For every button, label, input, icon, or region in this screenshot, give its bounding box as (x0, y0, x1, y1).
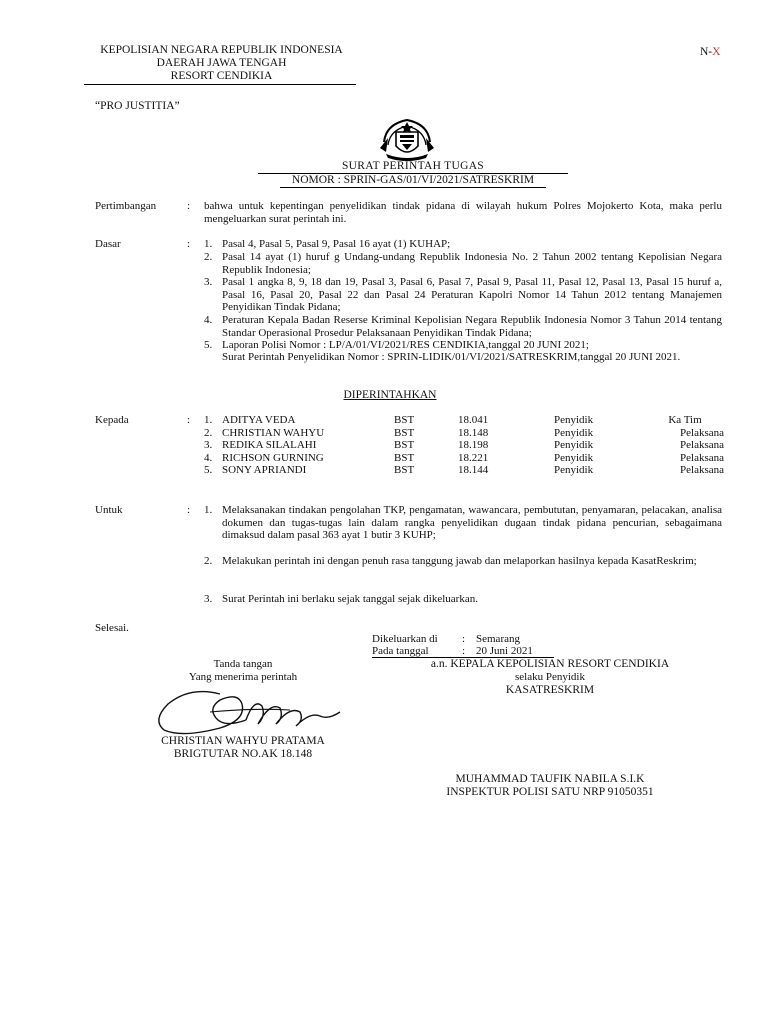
personnel-number: 5. (204, 464, 213, 476)
dasar-item-number: 3. (204, 276, 213, 288)
pertimbangan-label: Pertimbangan (95, 200, 157, 212)
personnel-rank: BST (394, 439, 415, 451)
table-row (204, 464, 724, 477)
personnel-number: 1. (204, 414, 213, 426)
personnel-role: Penyidik (554, 426, 594, 439)
issuer-an: a.n. KEPALA KEPOLISIAN RESORT CENDIKIA (430, 658, 670, 670)
untuk-item-number: 1. (204, 504, 213, 516)
table-row (204, 439, 724, 452)
personnel-role: Penyidik (554, 451, 594, 464)
pertimbangan-colon: : (187, 200, 191, 212)
dasar-item-text: Pasal 4, Pasal 5, Pasal 9, Pasal 16 ayat (1) KUHAP; (222, 238, 451, 250)
issuer-office: KASATRESKRIM (505, 684, 595, 696)
document-code-suffix: X (712, 46, 721, 58)
personnel-rank: BST (394, 464, 415, 476)
dasar-item-number: 4. (204, 314, 213, 326)
number-underline (280, 187, 546, 188)
dasar-item-text-2: Surat Perintah Penyelidikan Nomor : SPRIN-LIDIK/01/VI/2021/SATRESKRIM,tanggal 20 JUNI 2021. (222, 351, 681, 363)
issuer-capacity: selaku Penyidik (515, 671, 585, 683)
untuk-label: Untuk (95, 504, 123, 516)
letterhead-line-3: RESORT CENDIKIA (170, 70, 273, 82)
personnel-name: REDIKA SILALAHI (222, 439, 317, 451)
pro-justitia: “PRO JUSTITIA” (95, 100, 180, 112)
letterhead-line-1: KEPOLISIAN NEGARA REPUBLIK INDONESIA (100, 44, 343, 56)
recipient-rank: BRIGTUTAR NO.AK 18.148 (173, 748, 313, 760)
document-code (700, 46, 720, 59)
document-code-prefix: N- (700, 46, 713, 58)
official-rank: INSPEKTUR POLISI SATU NRP 91050351 (446, 786, 654, 798)
untuk-colon: : (187, 504, 191, 516)
dasar-item-number: 5. (204, 339, 213, 351)
issued-place-colon: : (462, 633, 466, 645)
recipient-signature-caption: Yang menerima perintah (188, 671, 298, 683)
dasar-item-number: 2. (204, 251, 213, 263)
official-name: MUHAMMAD TAUFIK NABILA S.I.K (455, 773, 645, 785)
dasar-label: Dasar (95, 238, 121, 250)
untuk-item-text: Melakukan perintah ini dengan penuh rasa tanggung jawab dan melaporkan hasilnya kepada KasatReskrim; (222, 555, 697, 567)
kepada-label: Kepada (95, 414, 129, 426)
letterhead-divider (84, 84, 356, 85)
personnel-position: Pelaksana (680, 439, 724, 451)
diperintahkan-heading: DIPERINTAHKAN (343, 389, 437, 401)
issued-place: Semarang (476, 633, 520, 645)
dasar-item-text: Laporan Polisi Nomor : LP/A/01/VI/2021/RES CENDIKIA,tanggal 20 JUNI 2021; (222, 339, 589, 351)
dasar-colon: : (187, 238, 191, 250)
personnel-position: Pelaksana (680, 451, 724, 464)
personnel-number: 3. (204, 439, 213, 451)
personnel-name: ADITYA VEDA (222, 414, 296, 426)
selesai-text: Selesai. (95, 622, 129, 634)
recipient-signature-label: Tanda tangan (213, 658, 273, 670)
personnel-role: Penyidik (554, 414, 594, 426)
letterhead-line-2: DAERAH JAWA TENGAH (156, 57, 287, 69)
personnel-role: Penyidik (554, 464, 594, 476)
dasar-item-text: Peraturan Kepala Badan Reserse Kriminal Kepolisian Negara Republik Indonesia Nomor 3 Tahun 2014 tentang Standar Operasional Prosedur Pelaksanaan Penyidikan Tindak Pidana; (222, 314, 722, 339)
issued-date: 20 Juni 2021 (476, 645, 533, 657)
personnel-name: SONY APRIANDI (222, 464, 307, 476)
personnel-rank: BST (394, 414, 415, 426)
personnel-rank: BST (394, 451, 415, 464)
dasar-item-text: Pasal 14 ayat (1) huruf g Undang-undang Republik Indonesia No. 2 Tahun 2002 tentang Kepolisian Negara Republik Indonesia; (222, 251, 722, 276)
recipient-name: CHRISTIAN WAHYU PRATAMA (161, 735, 325, 747)
handwritten-signature (150, 682, 350, 740)
personnel-nrp: 18.041 (458, 414, 489, 426)
police-emblem-icon (376, 112, 438, 162)
untuk-item-number: 2. (204, 555, 213, 567)
issued-date-colon: : (462, 645, 466, 657)
untuk-item-number: 3. (204, 593, 213, 605)
issued-place-label: Dikeluarkan di (372, 633, 438, 645)
personnel-nrp: 18.144 (458, 464, 489, 476)
personnel-name: CHRISTIAN WAHYU (222, 426, 325, 439)
personnel-position: Ka Tim (668, 414, 702, 426)
letterhead (84, 44, 359, 83)
pertimbangan-text: bahwa untuk kepentingan penyelidikan tindak pidana di wilayah hukum Polres Mojokerto Kota, maka perlu mengeluarkan surat perintah ini. (204, 200, 722, 225)
personnel-name: RICHSON GURNING (222, 451, 324, 464)
personnel-number: 2. (204, 426, 213, 439)
personnel-nrp: 18.148 (458, 426, 489, 439)
personnel-position: Pelaksana (680, 464, 724, 476)
personnel-role: Penyidik (554, 439, 594, 451)
personnel-number: 4. (204, 451, 213, 464)
document-number: NOMOR : SPRIN-GAS/01/VI/2021/SATRESKRIM (291, 174, 535, 186)
table-row (204, 414, 724, 427)
personnel-position: Pelaksana (680, 426, 724, 439)
untuk-item-text: Surat Perintah ini berlaku sejak tanggal sejak dikeluarkan. (222, 593, 478, 605)
personnel-table (204, 414, 724, 477)
untuk-item-text: Melaksanakan tindakan pengolahan TKP, pengamatan, wawancara, pembututan, penyamaran, pelacakan, analisa dokumen dan tugas-tugas lain dalam rangka penyelidikan dugaan tindak pidana pencurian, sebagaimana dimaksud dalam pasal 363 ayat 1 butir 3 KUHP; (222, 504, 722, 541)
table-row (204, 452, 724, 465)
dasar-item-number: 1. (204, 238, 213, 250)
personnel-nrp: 18.221 (458, 451, 489, 464)
kepada-colon: : (187, 414, 191, 426)
personnel-rank: BST (394, 426, 415, 439)
issued-date-label: Pada tanggal (372, 645, 429, 657)
table-row (204, 427, 724, 440)
document-title: SURAT PERINTAH TUGAS (341, 160, 485, 172)
personnel-nrp: 18.198 (458, 439, 489, 451)
dasar-item-text: Pasal 1 angka 8, 9, 18 dan 19, Pasal 3, Pasal 6, Pasal 7, Pasal 9, Pasal 11, Pasal 12, Pasal 13, Pasal 15 huruf a, Pasal 16, Pasal 20, Pasal 22 dan Pasal 24 Peraturan Kapolri Nomor 14 Tahun 2012 tentang Manajemen Penyidikan Tindak Pidana; (222, 276, 722, 313)
